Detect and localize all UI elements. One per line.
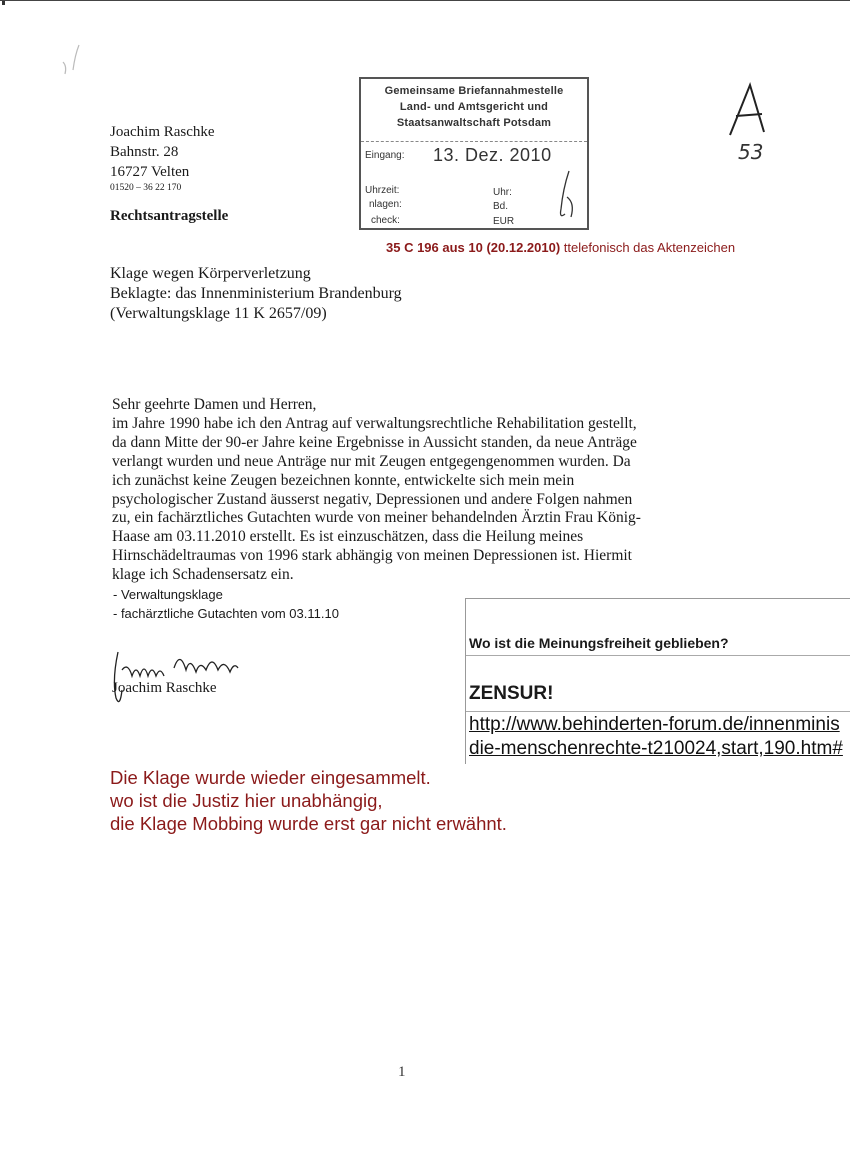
forum-link[interactable] bbox=[469, 713, 843, 761]
handwritten-signature bbox=[108, 640, 248, 710]
case-reference-comment: ttelefonisch das Aktenzeichen bbox=[560, 240, 736, 255]
body-line: Haase am 03.11.2010 erstellt. Es ist einzuschätzen, dass die Heilung meines bbox=[112, 528, 584, 546]
stamp-line-3: Staatsanwaltschaft Potsdam bbox=[396, 117, 552, 129]
body-line: ich zunächst keine Zeugen bezeichnen konnte, entwickelte sich mein mein bbox=[112, 471, 575, 489]
attachment-item: - Verwaltungsklage bbox=[113, 587, 223, 602]
red-annotation bbox=[110, 766, 507, 835]
letter-body bbox=[112, 396, 692, 585]
case-reference-note bbox=[386, 240, 735, 255]
stamp-eur-label: EUR bbox=[493, 216, 515, 227]
subject-line-3: (Verwaltungsklage 11 K 2657/09) bbox=[110, 305, 327, 322]
sender-address bbox=[110, 122, 215, 194]
attachment-item: - fachärztliche Gutachten vom 03.11.10 bbox=[113, 606, 339, 621]
signature-name: Joachim Raschke bbox=[112, 680, 217, 696]
sender-city: 16727 Velten bbox=[110, 164, 190, 180]
red-annotation-line: Die Klage wurde wieder eingesammelt. bbox=[110, 767, 431, 788]
box-question: Wo ist die Meinungsfreiheit geblieben? bbox=[469, 635, 729, 651]
body-line: Hirnschädeltraumas von 1996 stark abhängig von meinen Depressionen ist. Hiermit bbox=[112, 547, 632, 565]
stamp-uhr-label: Uhr: bbox=[493, 187, 512, 198]
case-reference: 35 C 196 aus 10 (20.12.2010) bbox=[386, 240, 561, 255]
censorship-box bbox=[465, 598, 850, 764]
recipient: Rechtsantragstelle bbox=[110, 208, 229, 224]
margin-scribble bbox=[55, 40, 95, 90]
stamp-initials bbox=[553, 169, 583, 224]
body-line: verlangt wurden und neue Anträge nur mit Zeugen entgegengenommen wurden. Da bbox=[112, 452, 631, 470]
handwritten-a-mark bbox=[718, 80, 778, 140]
stamp-scheck-label: check: bbox=[371, 215, 400, 226]
red-annotation-line: die Klage Mobbing wurde erst gar nicht erwähnt. bbox=[110, 813, 507, 834]
stamp-anlagen-label: nlagen: bbox=[369, 199, 402, 210]
box-divider bbox=[466, 711, 850, 712]
sender-street: Bahnstr. 28 bbox=[110, 144, 179, 160]
subject-block bbox=[110, 264, 402, 324]
body-line: im Jahre 1990 habe ich den Antrag auf verwaltungsrechtliche Rehabilitation gestellt, bbox=[112, 414, 637, 432]
salutation: Sehr geehrte Damen und Herren, bbox=[112, 396, 317, 413]
subject-line-2: Beklagte: das Innenministerium Brandenburg bbox=[110, 285, 402, 302]
receipt-stamp bbox=[359, 77, 589, 230]
stamp-line-1: Gemeinsame Briefannahmestelle bbox=[384, 85, 564, 97]
box-zensur: ZENSUR! bbox=[469, 683, 554, 704]
body-line: da dann Mitte der 90-er Jahre keine Ergebnisse in Aussicht standen, da neue Anträge bbox=[112, 433, 637, 451]
attachments-list bbox=[113, 585, 339, 623]
stamp-date: 13. Dez. 2010 bbox=[433, 145, 552, 165]
forum-link-line-2[interactable]: die-menschenrechte-t210024,start,190.htm# bbox=[469, 738, 843, 759]
body-line: psychologischer Zustand äusserst negativ, Depressionen und andere Folgen nahmen bbox=[112, 490, 633, 508]
stamp-separator bbox=[361, 141, 587, 142]
stamp-line-2: Land- und Amtsgericht und bbox=[399, 101, 549, 113]
sender-name: Joachim Raschke bbox=[110, 124, 215, 140]
forum-link-line-1[interactable]: http://www.behinderten-forum.de/innenminis bbox=[469, 714, 840, 735]
body-line: klage ich Schadensersatz ein. bbox=[112, 566, 294, 584]
stamp-bd-label: Bd. bbox=[493, 201, 509, 212]
box-divider bbox=[466, 655, 850, 656]
page-edge bbox=[0, 0, 850, 7]
stamp-uhrzeit-label: Uhrzeit: bbox=[365, 185, 400, 196]
subject-line-1: Klage wegen Körperverletzung bbox=[110, 265, 311, 282]
stamp-eingang-label: Eingang: bbox=[365, 150, 405, 161]
page-number: 1 bbox=[398, 1064, 406, 1080]
handwritten-number: 53 bbox=[738, 140, 764, 164]
red-annotation-line: wo ist die Justiz hier unabhängig, bbox=[110, 790, 383, 811]
body-line: zu, ein fachärztliches Gutachten wurde von meiner behandelnden Ärztin Frau König- bbox=[112, 509, 641, 527]
sender-phone: 01520 – 36 22 170 bbox=[110, 183, 182, 193]
